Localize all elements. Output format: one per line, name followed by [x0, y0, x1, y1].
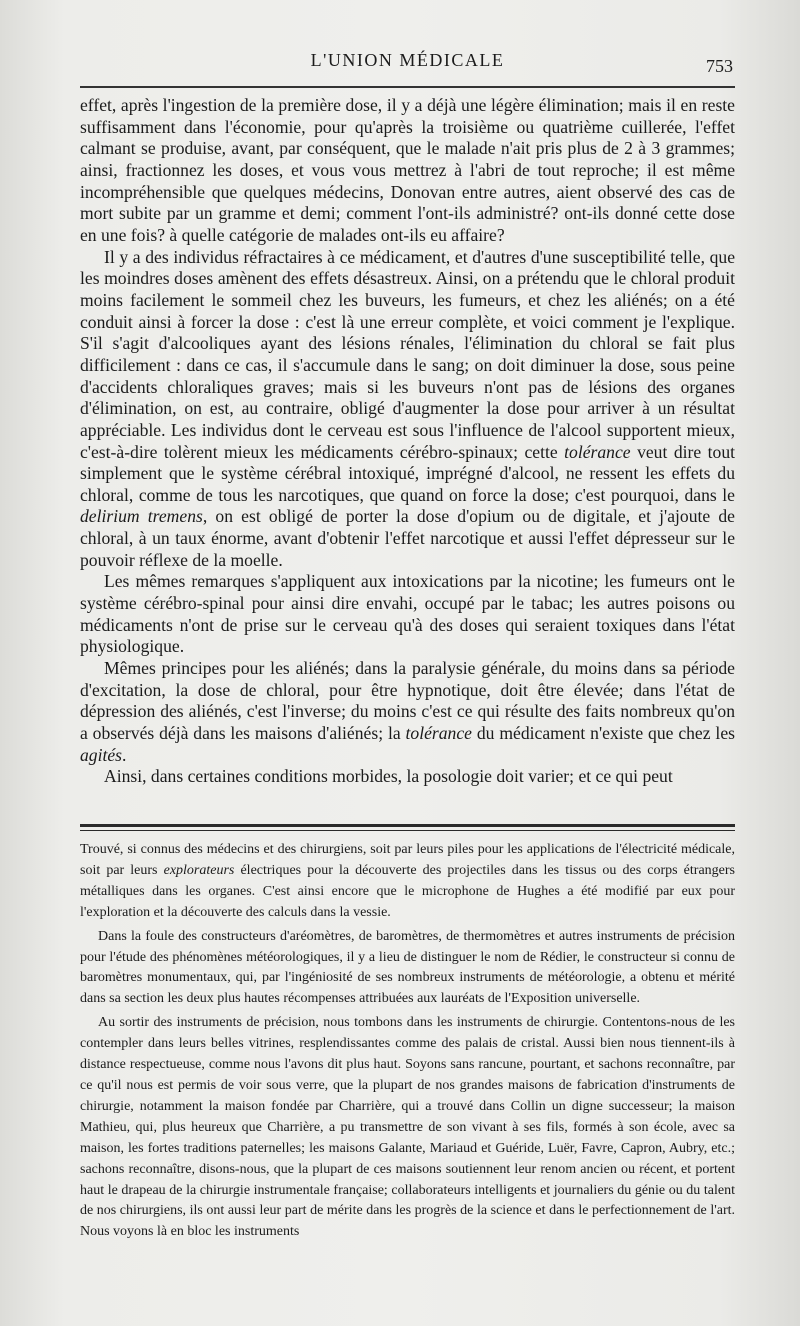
italic-term: agités [80, 744, 123, 765]
italic-term: tolérance [564, 441, 631, 462]
paragraph-2-part-a: Il y a des individus réfractaires à ce médicament, et d'autres d'une susceptibilité telle, que les moindres doses amènent des effets désastreux. Ainsi, on a prétendu que le chloral produit moins facilement le sommeil chez les buveurs, les fumeurs, et chez les aliénés; on a été conduit ainsi à forcer la dose : c'est là une erreur complète, et voici comment je l'explique. S'il s'agit d'alcooliques ayant des lésions rénales, l'élimination du chloral se fait plus difficilement : dans ce cas, il s'accumule dans le sang; on doit diminuer la dose, sous peine d'accidents chloraliques graves; mais si les buveurs n'ont pas de lésions des organes d'élimination, on est, au contraire, obligé d'augmenter la dose pour arriver à un résultat appréciable. Les individus dont le cerveau est sous l'influence de l'alcool supportent mieux, c'est-à-dire tolèrent mieux les médicaments cérébro-spinaux; cette [80, 246, 735, 462]
header-rule [80, 86, 735, 88]
paragraph-4-part-b: du médicament n'existe que chez les [476, 723, 735, 744]
paragraph-4 [80, 658, 735, 766]
italic-term: delirium tremens [80, 506, 203, 527]
paragraph-5: Ainsi, dans certaines conditions morbides, la posologie doit varier; et ce qui peut [104, 766, 673, 787]
paragraph-2 [80, 247, 735, 572]
paragraph-3: Les mêmes remarques s'appliquent aux intoxications par la nicotine; les fumeurs ont le système cérébro-spinal pour ainsi dire envahi, occupé par le tabac; les autres poisons ou médicaments n'ont de prise sur le cerveau qu'à des doses qui seraient toxiques dans l'état physiologique. [80, 571, 735, 657]
feuilleton-paragraph-3: Au sortir des instruments de précision, nous tombons dans les instruments de chirurgie. Contentons-nous de les contempler dans leurs belles vitrines, resplendissantes comme des palais de cristal. Aussi bien nous tiennent-ils à distance respectueuse, comme nous l'avons dit plus haut. Soyons sans rancune, pourtant, et sachons reconnaître, par ce qu'il nous est permis de voir sous verre, que la plupart de nos grandes maisons de fabrication d'instruments de chirurgie, notamment la maison fondée par Charrière, qui a trouvé dans Collin un digne successeur; la maison Mathieu, qui, plus heureux que Charrière, a pu transmettre de son vivant à ses fils, formés à son école, avec sa maison, les fortes traditions paternelles; les maisons Galante, Mariaud et Guéride, Luër, Favre, Capron, Aubry, etc.; sachons reconnaître, disons-nous, que la plupart de ces maisons soutiennent leur renom ancien ou récent, et portent haut le drapeau de la chirurgie instrumentale française; collaborateurs intelligents et journaliers du génie ou du talent de nos chirurgiens, ils ont aussi leur part de mérite dans les progrès de la science et dans le perfectionnement de l'art. Nous voyons là en bloc les instruments [80, 1015, 735, 1240]
main-text [80, 95, 735, 788]
feuilleton-paragraph-1-part-a: Trouvé, si connus des médecins et des chirurgiens, soit par leurs piles pour les applications de l'électricité médicale, soit par leurs [80, 842, 735, 878]
running-title: L'UNION MÉDICALE [310, 50, 505, 70]
feuilleton-paragraph-2: Dans la foule des constructeurs d'aréomètres, de baromètres, de thermomètres et autres instruments de précision pour l'étude des phénomènes météorologiques, il y a lieu de distinguer le nom de Rédier, le constructeur si connu de baromètres monumentaux, qui, par l'ingéniosité de ses nombreux instruments de météorologie, a obtenu et mérité dans sa section les deux plus hautes récompenses attribuées aux lauréats de l'Exposition universelle. [80, 928, 735, 1007]
feuilleton-paragraph-1 [80, 840, 735, 924]
page-number: 753 [706, 56, 733, 76]
page-header [80, 50, 735, 80]
paragraph-4-part-a: Mêmes principes pour les aliénés; dans la paralysie générale, du moins dans sa période d'excitation, la dose de chloral, pour être hypnotique, doit être élevée; dans l'état de dépression des aliénés, c'est l'inverse; du moins c'est ce qui résulte des faits nombreux qu'on a observés déjà dans les maisons d'aliénés; la [80, 658, 735, 744]
feuilleton-text [80, 840, 735, 1243]
paragraph-2-part-b: veut dire tout simplement que le système cérébral intoxiqué, imprégné d'alcool, ne ressent les effets du chloral, comme de tous les narcotiques, que quand on force la dose; c'est pourquoi, dans le [80, 441, 735, 505]
paragraph-2-part-c: , on est obligé de porter la dose d'opium ou de digitale, et j'ajoute de chloral, à un taux énorme, avant d'obtenir l'effet narcotique et aussi l'effet dépresseur sur le pouvoir réflexe de la moelle. [80, 506, 735, 570]
italic-term: tolérance [405, 723, 472, 744]
feuilleton-rule [80, 824, 735, 831]
paragraph-4-part-c: . [122, 744, 127, 765]
paragraph-1: effet, après l'ingestion de la première dose, il y a déjà une légère élimination; mais il en reste suffisamment dans l'économie, pour qu'après la troisième ou quatrième cuillerée, l'effet calmant se produise, avant, par conséquent, que le malade n'ait pris plus de 2 à 3 grammes; ainsi, fractionnez les doses, et vous vous mettrez à l'abri de tout reproche; il est même incompréhensible que quelques médecins, Donovan entre autres, aient observé des cas de mort subite par un gramme et demi; comment l'ont-ils administré? ont-ils donné cette dose en une fois? à quelle catégorie de malades ont-ils eu affaire? [80, 95, 735, 245]
italic-term: explorateurs [163, 862, 235, 878]
feuilleton-paragraph-1-part-b: électriques pour la découverte des projectiles dans les tissus ou des corps étrangers métalliques dans les organes. C'est ainsi encore que le microphone de Hughes a été modifié par eux pour l'exploration et la découverte des calculs dans la vessie. [80, 862, 735, 920]
